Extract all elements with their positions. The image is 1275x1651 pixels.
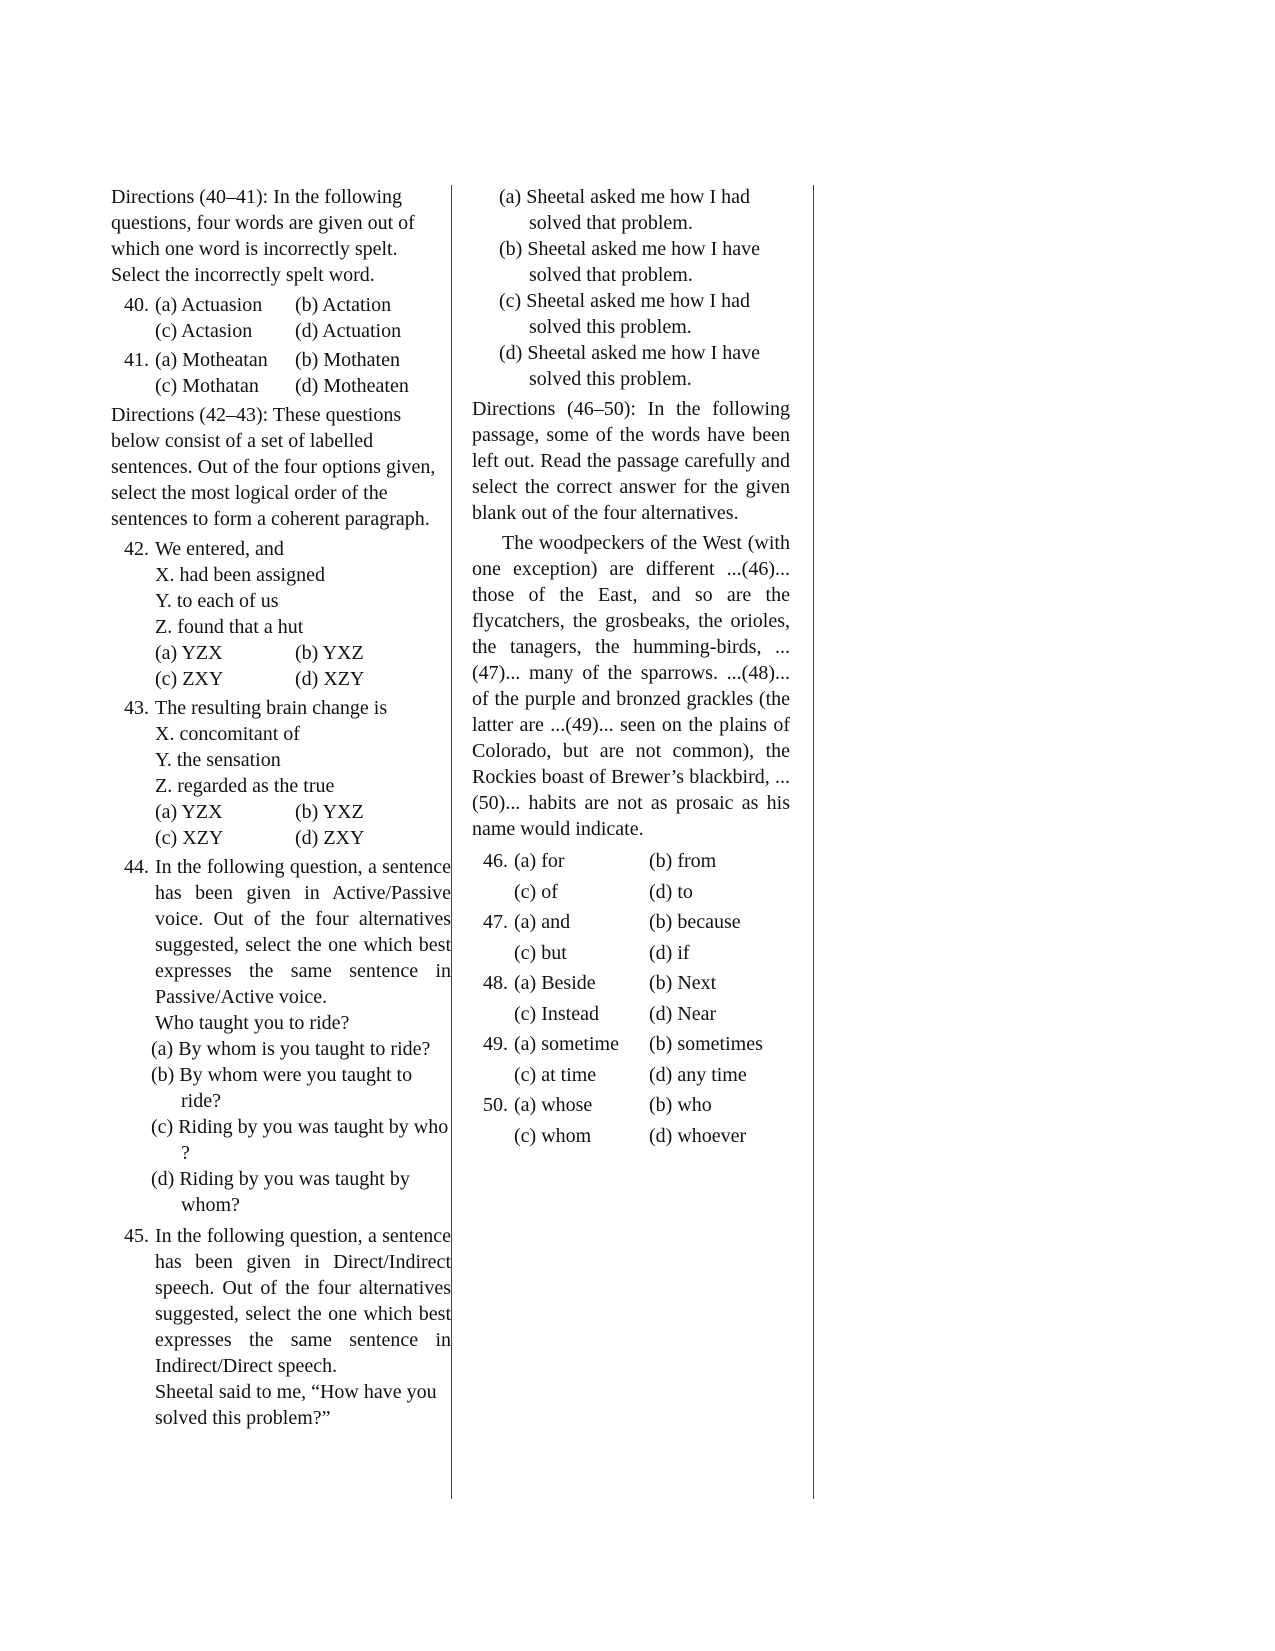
question-sentence: Sheetal said to me, “How have you solved this problem?” <box>155 1381 437 1429</box>
part-x: X. concomitant of <box>155 723 300 745</box>
option-b: (b) Sheetal asked me how I have solved that problem. <box>499 238 761 286</box>
question-50: 50. (a) whose (b) who <box>472 1092 812 1123</box>
option-a: (a) YZX <box>155 642 223 664</box>
option-b: (b) who <box>649 1094 712 1116</box>
option-c: (c) Actasion <box>155 320 253 342</box>
question-49: 49. (a) sometime (b) sometimes <box>472 1031 812 1062</box>
option-a: (a) YZX <box>155 801 223 823</box>
option-c: (c) Sheetal asked me how I had solved this problem. <box>499 290 751 338</box>
option-b: (b) Mothaten <box>295 349 400 371</box>
option-d: (d) whoever <box>649 1124 747 1147</box>
left-column <box>111 184 451 1431</box>
question-41: 41. (a) Motheatan (b) Mothaten (c) Mothatan (d) Motheaten <box>111 347 451 399</box>
part-z: Z. found that a hut <box>155 616 304 638</box>
option-a: (a) Sheetal asked me how I had solved that problem. <box>499 186 751 234</box>
option-d: (d) Actuation <box>295 320 402 342</box>
option-a: (a) and <box>514 911 571 933</box>
option-a: (a) Actuasion <box>155 294 263 316</box>
question-text: In the following question, a sentence has been given in Direct/Indirect speech. Out of the four alternatives suggested, select the one which best expresses the same sentence in Indirect/Direct speech. <box>155 1225 451 1377</box>
option-d: (d) to <box>649 880 693 903</box>
question-48: 48. (a) Beside (b) Next <box>472 970 812 1001</box>
option-d: (d) Sheetal asked me how I have solved this problem. <box>499 342 761 390</box>
option-c: (c) XZY <box>155 827 224 849</box>
part-x: X. had been assigned <box>155 564 325 586</box>
option-a: (a) whose <box>514 1094 593 1116</box>
passage: The woodpeckers of the West (with one exception) are different ...(46)... those of the East, and so are the flycatchers, the grosbeaks, the orioles, the tanagers, the humming-birds, ...(47)... many of the sparrows. ...(48)... of the purple and bronzed grackles (the latter are ...(49)... seen on the plains of Colorado, but are not common), the Rockies boast of Brewer’s blackbird, ...(50)... habits are not as prosaic as his name would indicate. <box>472 532 790 840</box>
question-42: 42. We entered, and X. had been assigned Y. to each of us Z. found that a hut (a) YZX (b) YXZ (c) ZXY (d) XZY <box>111 536 451 692</box>
option-d: (d) if <box>649 941 690 964</box>
option-c: (c) of <box>514 880 558 903</box>
option-c: (c) Instead <box>514 1002 599 1025</box>
option-b: (b) sometimes <box>649 1033 763 1055</box>
option-b: (b) from <box>649 850 717 872</box>
part-y: Y. the sensation <box>155 749 281 771</box>
option-c: (c) Riding by you was taught by who ? <box>151 1116 449 1164</box>
question-43: 43. The resulting brain change is X. concomitant of Y. the sensation Z. regarded as the true (a) YZX (b) YXZ (c) XZY (d) ZXY <box>111 695 451 851</box>
option-d: (d) ZXY <box>295 827 365 849</box>
part-y: Y. to each of us <box>155 590 279 612</box>
option-a: (a) for <box>514 850 565 872</box>
option-d: (d) Riding by you was taught by whom? <box>151 1168 410 1216</box>
question-47: 47. (a) and (b) because <box>472 909 812 940</box>
option-c: (c) ZXY <box>155 668 224 690</box>
question-40: 40. (a) Actuasion (b) Actation (c) Actasion (d) Actuation <box>111 292 451 344</box>
option-a: (a) By whom is you taught to ride? <box>151 1038 431 1060</box>
option-d: (d) any time <box>649 1063 747 1086</box>
directions-46-50: Directions (46–50): In the following passage, some of the words have been left out. Read the passage carefully and select the correct answer for the given blank out of the four alternatives. <box>472 398 790 524</box>
option-b: (b) YXZ <box>295 642 364 664</box>
option-a: (a) sometime <box>514 1033 619 1055</box>
option-c: (c) but <box>514 941 567 964</box>
question-45: 45. In the following question, a sentence has been given in Direct/Indirect speech. Out of the four alternatives suggested, select the one which best expresses the same sentence in Indirect/Direct speech. Sheetal said to me, “How have you solved this problem?” <box>124 1225 451 1429</box>
right-column <box>472 184 812 1153</box>
option-b: (b) YXZ <box>295 801 364 823</box>
option-c: (c) whom <box>514 1124 592 1147</box>
question-text: In the following question, a sentence has been given in Active/Passive voice. Out of the four alternatives suggested, select the one which best expresses the same sentence in Passive/Active voice. <box>155 856 451 1008</box>
option-c: (c) Mothatan <box>155 375 259 397</box>
question-lead: We entered, and <box>155 538 284 560</box>
directions-40-41: Directions (40–41): In the following questions, four words are given out of which one word is incorrectly spelt. Select the incorrectly spelt word. <box>111 186 415 286</box>
option-b: (b) By whom were you taught to ride? <box>151 1064 413 1112</box>
fill-in-questions <box>472 848 812 1153</box>
question-sentence: Who taught you to ride? <box>155 1012 350 1034</box>
option-c: (c) at time <box>514 1063 597 1086</box>
question-44: 44. In the following question, a sentence has been given in Active/Passive voice. Out of the four alternatives suggested, select the one which best expresses the same sentence in Passive/Active voice. Who taught you to ride? <box>124 856 451 1034</box>
column-divider <box>451 185 452 1499</box>
question-46: 46. (a) for (b) from <box>472 848 812 879</box>
option-d: (d) Near <box>649 1002 717 1025</box>
option-d: (d) XZY <box>295 668 365 690</box>
part-z: Z. regarded as the true <box>155 775 335 797</box>
column-divider-right <box>813 185 814 1499</box>
option-a: (a) Beside <box>514 972 596 994</box>
option-b: (b) Next <box>649 972 717 994</box>
option-a: (a) Motheatan <box>155 349 268 371</box>
directions-42-43: Directions (42–43): These questions below consist of a set of labelled sentences. Out of the four options given, select the most logical order of the sentences to form a coherent paragraph. <box>111 404 436 530</box>
question-lead: The resulting brain change is <box>155 697 388 719</box>
option-d: (d) Motheaten <box>295 375 409 397</box>
option-b: (b) because <box>649 911 741 933</box>
option-b: (b) Actation <box>295 294 392 316</box>
